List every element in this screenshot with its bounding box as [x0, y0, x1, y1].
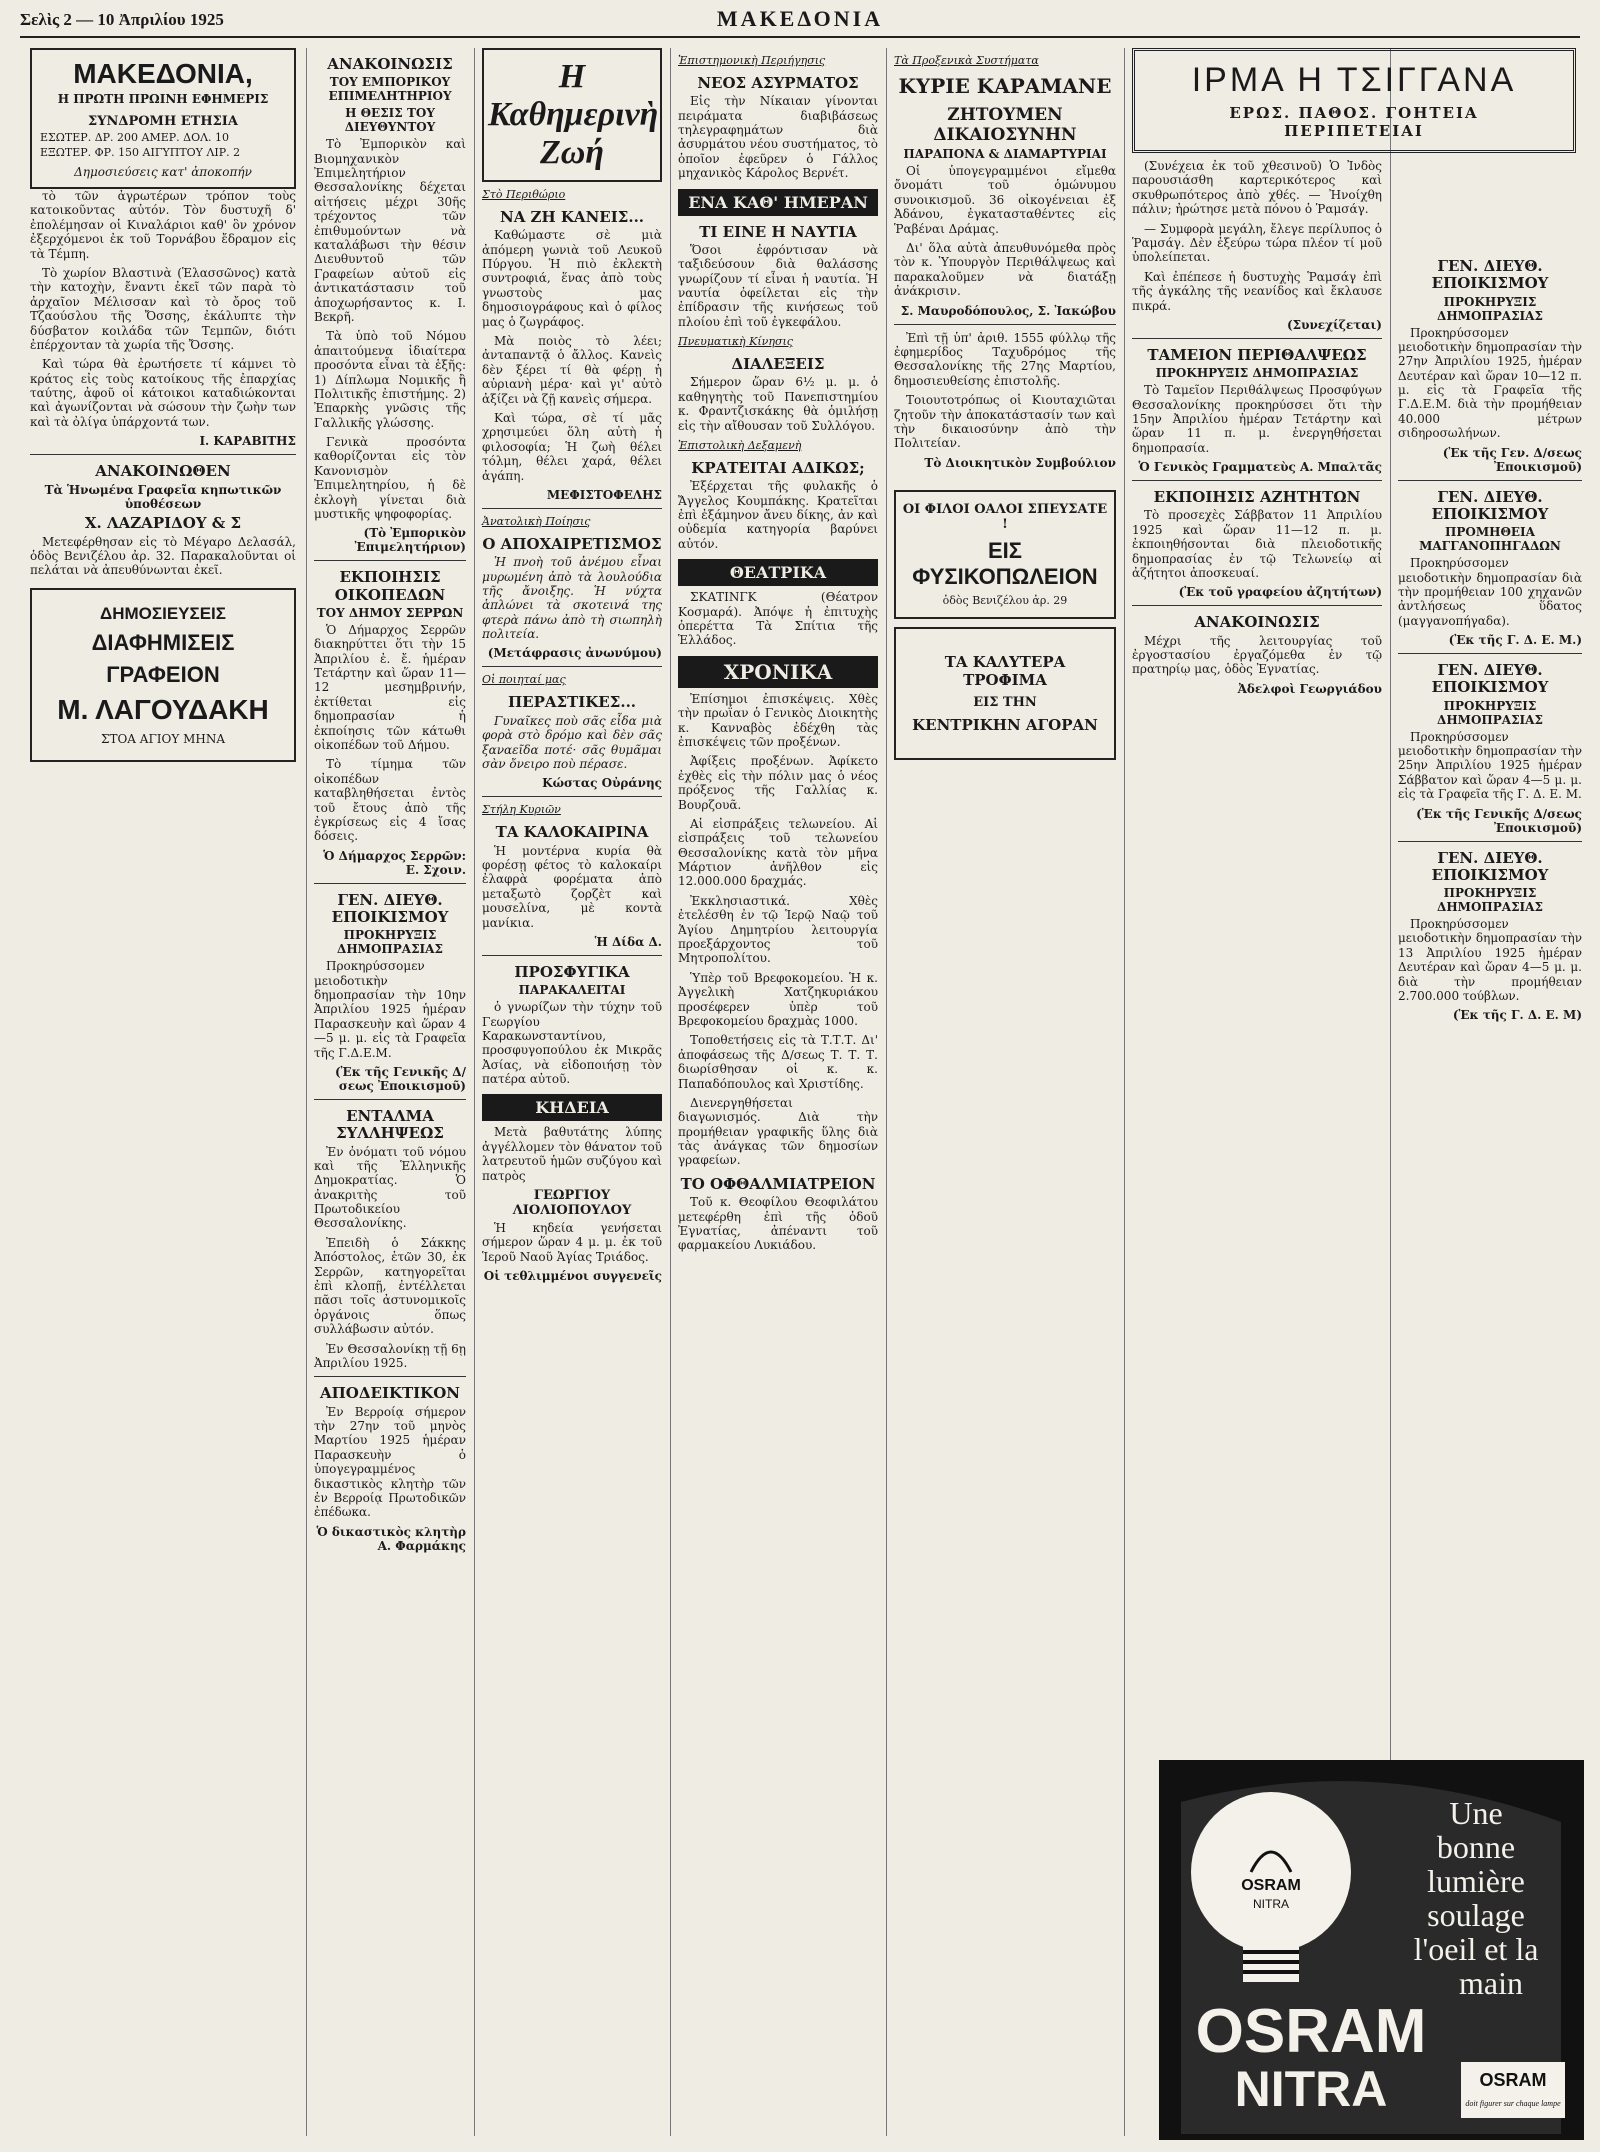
serial-paragraph: Καὶ ἐπέπεσε ἡ δυστυχὴς Ῥαμσάγ ἐπὶ τῆς ἀγκάλης τῆς νεανίδος καὶ ἔκλαυσε πικρά.: [1132, 269, 1382, 313]
article-subheading: ΠΡΟΚΗΡΥΞΙΣ ΔΗΜΟΠΡΑΣΙΑΣ: [337, 928, 443, 957]
article-paragraph: Προκηρύσσομεν μειοδοτικὴν δημοπρασίαν τὴν 10ην Ἀπριλίου 1925 ἡμέραν Παρασκευὴν καὶ ὥραν 4—5 μ. μ. εἰς τὰ Γραφεῖα τῆς Γ.Δ.Ε.Μ.: [314, 959, 466, 1060]
news-item: Ὑπὲρ τοῦ Βρεφοκομείου. Ἡ κ. Ἀγγελικὴ Χατζηκυριάκου προσέφερεν ὑπὲρ τοῦ Βρεφοκομείου δραχμὰς 1000.: [678, 970, 878, 1028]
article-subheading: ΠΑΡΑΚΑΛΕΙΤΑΙ: [518, 983, 626, 998]
article-paragraph: Ἐν ὀνόματι τοῦ νόμου καὶ τῆς Ἑλληνικῆς Δημοκρατίας. Ὁ ἀνακριτὴς τοῦ Πρωτοδικείου Θεσσαλονίκης.: [314, 1144, 466, 1231]
article-paragraph: Καὶ τώρα θὰ ἐρωτήσετε τί κάμνει τὸ κράτος εἰς τοὺς κατοίκους τῆς ἐπαρχίας ταύτης, ἀφοῦ οἱ κάτοικοι καταδιώκονται καὶ ἀγωνίζονται νὰ σώσουν τὴν ζωὴν των καὶ τὰ ὀλίγα ὑπάρχοντά των.: [30, 357, 296, 429]
column-7: [1398, 250, 1582, 1742]
ad-line: ΔΙΑΦΗΜΙΣΕΙΣ: [91, 629, 235, 655]
article-signature: (Μετάφρασις ἀνωνύμου): [487, 646, 662, 661]
article-headline: Ο ΑΠΟΧΑΙΡΕΤΙΣΜΟΣ: [482, 534, 662, 553]
subscription-label: ΣΥΝΔΡΟΜΗ ΕΤΗΣΙΑ: [88, 114, 238, 129]
article-subheading: ΠΡΟΚΗΡΥΞΙΣ ΔΗΜΟΠΡΑΣΙΑΣ: [1437, 294, 1543, 323]
article-signature: Ἡ Δίδα Δ.: [594, 934, 662, 949]
article-paragraph: Τὸ χωρίον Βλαστινὰ (Ἑλασσῶνος) κατὰ τὴν κατοχὴν, ἔναντι ἐκεῖ τῶν παρὰ τὸ ἀρχαῖον Μέλισσαν καὶ τὸ ὄρος τοῦ Τζαούσλου τῆς Ὄσσης, ἐκάλυπτε τὴν δύσβατον κοιλάδα τῶν Τεμπῶν, διότι ἐπέρχονταν τὰ χωρία τῆς Ὄσσης.: [30, 265, 296, 352]
divider: [314, 560, 466, 561]
article-paragraph: Τὰ ὑπὸ τοῦ Νόμου ἀπαιτούμενα ἰδιαίτερα προσόντα εἶναι τὰ ἑξῆς: 1) Δίπλωμα Νομικῆς ἢ Πολιτικῆς ἐπιστήμης. 2) Ἐπαρκὴς γνῶσις τῆς Γαλλικῆς γλώσσης.: [314, 329, 466, 430]
lightbulb-icon: [1191, 1792, 1351, 1952]
article-headline: ΝΕΟΣ ΑΣΥΡΜΑΤΟΣ: [697, 74, 859, 92]
serial-subtitle: ΠΕΡΙΠΕΤΕΙΑΙ: [1284, 122, 1424, 140]
article-signature: Κώστας Οὐράνης: [542, 776, 662, 791]
article-headline: ΠΕΡΑΣΤΙΚΕΣ...: [507, 693, 637, 712]
article-headline: ΤΙ ΕΙΝΕ Η ΝΑΥΤΙΑ: [699, 222, 857, 241]
article-signature: (Ἐκ τῆς Γ. Δ. Ε. Μ.): [1448, 633, 1582, 648]
article-signature: (Τὸ Ἐμπορικὸν Ἐπιμελητήριον): [354, 526, 466, 555]
article-signature: Ὁ δικαστικὸς κλητὴρ Α. Φαρμάκης: [316, 1524, 466, 1553]
article-paragraph: Ἐπειδὴ ὁ Σάκκης Ἀπόστολος, ἐτῶν 30, ἐκ Σερρῶν, κατηγορεῖται ἐπὶ κλοπῇ, ἐντέλλεται πᾶσι τοῖς ἀστυνομικοῖς ὀργάνοις ὅπως συλλάβωσιν αὐτόν.: [314, 1235, 466, 1337]
article-headline: ΚΥΡΙΕ ΚΑΡΑΜΑΝΕ: [898, 74, 1112, 98]
notice-subheading: Τὰ Ἡνωμένα Γραφεῖα κηπωτικῶν ὑποθέσεων: [44, 482, 282, 511]
column-rule: [1124, 48, 1125, 2136]
article-subheading: Η ΘΕΣΙΣ ΤΟΥ ΔΙΕΥΘΥΝΤΟΥ: [344, 106, 436, 135]
article-paragraph: Σήμερον ὥραν 6½ μ. μ. ὁ καθηγητὴς τοῦ Πανεπιστημίου κ. Φραντζισκάκης θὰ ὁμιλήσῃ εἰς τὴν αἴθουσαν τοῦ Συλλόγου.: [678, 375, 878, 433]
subscription-box: [30, 48, 296, 189]
article-headline: ΑΠΟΔΕΙΚΤΙΚΟΝ: [320, 1384, 460, 1403]
divider: [482, 508, 662, 509]
article-paragraph: Ἐπὶ τῇ ὑπ' ἀριθ. 1555 φύλλῳ τῆς ἐφημερίδος Ταχυδρόμος τῆς Θεσσαλονίκης τῆς 27ης Μαρτίου, δημοσιευθείσης ἐπιστολῆς.: [894, 330, 1116, 388]
serial-paragraph: (Συνέχεια ἐκ τοῦ χθεσινοῦ) Ὁ Ἰνδὸς παρουσιάσθη καρτερικότερος καὶ σκυθρωπότερος ἀπὸ χθές. — Ἠνοίχθη πάλιν; ἠρώτησε μετὰ πόνου ὁ Ῥαμσάγ.: [1132, 159, 1382, 217]
bulb-sub: NITRA: [1253, 1897, 1289, 1911]
osram-advertisement: [1159, 1760, 1584, 2140]
article-paragraph: τὸ τῶν ἀγρωτέρων τρόπον τοὺς κατοικοῦντας αὐτόν. Τὸν δυστυχῆ δ' ἐπολέμησαν οἱ Κιναλάριοι καθ' ὃν χρόνον ἐξερχόμενοι ἐκ τοῦ Τορνάβου ἔδραμον εἰς τὰ Τέμπη.: [30, 189, 296, 261]
news-item: Ἐπίσημοι ἐπισκέψεις. Χθὲς τὴν πρωΐαν ὁ Γενικὸς Διοικητὴς κ. Κανναβὸς ἐδέχθη τὰς ἐπισκέψεις τῶν προξένων.: [678, 691, 878, 749]
news-item: Τοποθετήσεις εἰς τὰ Τ.Τ.Τ. Δι' ἀποφάσεως τῆς Δ/σεως Τ. Τ. Τ. διωρίσθησαν οἱ κ. κ. Παπαδόπουλος καὶ Χριστίδης.: [678, 1033, 878, 1091]
article-headline: ΓΕΝ. ΔΙΕΥΘ. ΕΠΟΙΚΙΣΜΟΥ: [1431, 661, 1549, 697]
article-paragraph: Εἰς τὴν Νίκαιαν γίνονται πειράματα διαβιβάσεως τηλεγραφημάτων διὰ ἀσυρμάτου νέου συστήματος, τὸ ὁποῖον ἐφεῦρεν ὁ Γάλλος μηχανικὸς Κάρολος Βερνέτ.: [678, 94, 878, 181]
serial-subtitle: ΕΡΩΣ. ΠΑΘΟΣ. ΓΟΗΤΕΙΑ: [1229, 104, 1479, 122]
market-ad: [894, 627, 1116, 760]
box-tagline: doit figurer sur chaque lampe: [1465, 2099, 1561, 2108]
section-kicker: Πνευματικὴ Κίνησις: [678, 335, 793, 349]
article-signature: Ὁ Γενικὸς Γραμματεὺς Α. Μπαλτᾶς: [1138, 460, 1382, 475]
article-headline: ΓΕΝ. ΔΙΕΥΘ. ΕΠΟΙΚΙΣΜΟΥ: [1431, 257, 1549, 293]
section-kicker: Στήλη Κυριῶν: [482, 803, 561, 817]
article-headline: ΤΑ ΚΑΛΟΚΑΙΡΙΝΑ: [495, 823, 649, 842]
article-signature: Τὸ Διοικητικὸν Συμβούλιον: [924, 455, 1116, 470]
article-subheading: ΠΡΟΜΗΘΕΙΑ ΜΑΓΓΑΝΟΠΗΓΑΔΩΝ: [1419, 525, 1561, 554]
article-headline: ΓΕΝ. ΔΙΕΥΘ. ΕΠΟΙΚΙΣΜΟΥ: [331, 890, 449, 927]
page-date: Σελὶς 2 — 10 Ἀπριλίου 1925: [20, 10, 224, 29]
article-paragraph: Καὶ τώρα, σὲ τί μᾶς χρησιμεύει ὅλη αὐτὴ ἡ φιλοσοφία; Ἡ ζωὴ θέλει τόλμη, θέλει χαρά, θέλει ἀγάπη.: [482, 410, 662, 483]
column-4: [678, 48, 878, 2136]
ad-line: ΚΕΝΤΡΙΚΗΝ ΑΓΟΡΑΝ: [912, 715, 1098, 734]
article-subheading: ΠΡΟΚΗΡΥΞΙΣ ΔΗΜΟΠΡΑΣΙΑΣ: [1155, 366, 1359, 381]
article-paragraph: Οἱ ὑπογεγραμμένοι εἴμεθα ὄνομάτι τοῦ ὁμώνυμου συνοικισμοῦ. 36 οἰκογένειαι ἐξ Ἀδάνου, ἐγκατασταθέντες εἰς Ῥαβέναι Δράμας.: [894, 164, 1116, 236]
article-subheading: ΠΑΡΑΠΟΝΑ & ΔΙΑΜΑΡΤΥΡΙΑΙ: [903, 147, 1107, 162]
bulb-brand: OSRAM: [1241, 1877, 1301, 1894]
article-paragraph: Τοιουτοτρόπως οἱ Κιουταχιῶται ζητοῦν τὴν ἀποκατάστασίν των καὶ τὴν δικαιοσύνην ἀπὸ τὴν Πολιτείαν.: [894, 393, 1116, 451]
slogan-line: bonne: [1436, 1829, 1516, 1865]
shop-ad: [894, 490, 1116, 619]
poem-text: Γυναῖκες ποὺ σᾶς εἶδα μιὰ φορὰ στὸ δρόμο καὶ δὲν σᾶς ξαναεῖδα ποτέ· σᾶς θυμᾶμαι σὰν ὄνειρο ποὺ πέρασε.: [482, 713, 662, 771]
ad-line: ΓΡΑΦΕΙΟΝ: [106, 661, 220, 687]
article-signature: (Ἐκ τῆς Γενικῆς Δ/σεως Ἐποικισμοῦ): [335, 1065, 466, 1093]
divider: [1132, 338, 1382, 339]
divider: [314, 883, 466, 884]
obituary-banner: ΚΗΔΕΙΑ: [482, 1094, 662, 1121]
article-byline: Ι. ΚΑΡΑΒΙΤΗΣ: [199, 434, 296, 449]
article-headline: ΔΙΑΛΕΞΕΙΣ: [731, 355, 825, 374]
page-header: [20, 6, 1580, 38]
ad-line: ΟΙ ΦΙΛΟΙ ΟΑΛΟΙ ΣΠΕΥΣΑΤΕ !: [902, 501, 1108, 532]
article-paragraph: Μέχρι τῆς λειτουργίας τοῦ ἐργοστασίου ἐργαζόμεθα ἐν τῷ πρατηρίῳ μας, ὁδὸς Ἐγνατίας.: [1132, 633, 1382, 677]
box-brand: OSRAM: [1479, 2070, 1547, 2090]
article-subheading: ΤΟΥ ΕΜΠΟΡΙΚΟΥ ΕΠΙΜΕΛΗΤΗΡΙΟΥ: [328, 75, 452, 104]
column-rule: [886, 48, 887, 2136]
article-headline: ΓΕΝ. ΔΙΕΥΘ. ΕΠΟΙΚΙΣΜΟΥ: [1431, 487, 1549, 523]
article-headline: ΕΚΠΟΙΗΣΙΣ ΟΙΚΟΠΕΔΩΝ: [334, 568, 446, 604]
article-paragraph: ὁ γνωρίζων τὴν τύχην τοῦ Γεωργίου Καρακωνσταντίνου, προσφυγοπούλου ἐκ Μικρᾶς Ἀσίας, νὰ εἰδοποιήσῃ τὸν πατέρα αὐτοῦ.: [482, 1000, 662, 1087]
article-paragraph: Τὸ προσεχὲς Σάββατον 11 Ἀπριλίου 1925 καὶ ὥραν 11—12 π. μ. ἐκποιηθήσονται διὰ πλειοδοτικῆς δημοπρασίας ἐν τῷ Τελωνείῳ αἱ ἀζήτητοι ἀποσκευαί.: [1132, 508, 1382, 580]
notice-name: Χ. ΛΑΖΑΡΙΔΟΥ & Σ: [84, 513, 242, 532]
serial-continued: (Συνεχίζεται): [1286, 317, 1382, 332]
subscription-note: Δημοσιεύσεις κατ' ἀποκοπήν: [74, 165, 252, 179]
serial-title: ΙΡΜΑ Η ΤΣΙΓΓΑΝΑ: [1191, 61, 1517, 99]
article-signature: Ἀδελφοὶ Γεωργιάδου: [1237, 681, 1382, 696]
article-paragraph: Τὸ Ἐμπορικὸν καὶ Βιομηχανικὸν Ἐπιμελητήριον Θεσσαλονίκης δέχεται αἰτήσεις μέχρι 30ῆς τρέχοντος τῶν ἐπιθυμούντων νὰ καταλάβωσι τὴν θέσιν Διευθυντοῦ τῶν Γραφείων αὐτοῦ εἰς ἀντικατάστασιν τοῦ ἀποχωρήσαντος κ. Ι. Βεκρῆ.: [314, 137, 466, 324]
ad-line: ΣΤΟΑ ΑΓΙΟΥ ΜΗΝΑ: [100, 731, 226, 746]
article-headline: ΠΡΟΣΦΥΓΙΚΑ: [514, 962, 630, 981]
column-3: [482, 48, 662, 2136]
section-kicker: Στὸ Περιθώριο: [482, 188, 566, 201]
article-paragraph: Μὰ ποιὸς τὸ λέει; ἀνταπαντᾷ ὁ ἄλλος. Κανεὶς δὲν ξέρει τί θὰ φέρῃ ἡ αὐριανὴ μέρα· καὶ γι' αὐτὸ ἀξίζει νὰ ζῇ κανεὶς σήμερα.: [482, 333, 662, 406]
ad-line: ΔΗΜΟΣΙΕΥΣΕΙΣ: [100, 603, 226, 623]
ad-line: ΕΙΣ ΤΗΝ: [973, 694, 1037, 710]
column-2: [314, 48, 466, 2136]
slogan-line: main: [1459, 1965, 1523, 2001]
serial-paragraph: — Συμφορὰ μεγάλη, ἔλεγε περίλυπος ὁ Ῥαμσάγ. Δὲν ἐξεύρω τώρα πλέον τί μοῦ ὑπολείπεται.: [1132, 221, 1382, 265]
news-item: Διενεργηθήσεται διαγωνισμός. Διὰ τὴν προμήθειαν γραφικῆς ὕλης διὰ τὰς ἀνάγκας τῶν δημοσίων γραφείων.: [678, 1095, 878, 1168]
section-banner: ΘΕΑΤΡΙΚΑ: [678, 559, 878, 586]
news-item: Αἱ εἰσπράξεις τελωνείου. Αἱ εἰσπράξεις τοῦ τελωνείου Θεσσαλονίκης κατὰ τὸν μῆνα Μάρτιον ἀνῆλθον εἰς 12.000.000 δραχμάς.: [678, 816, 878, 889]
advertising-office-ad: [30, 588, 296, 762]
section-kicker: Οἱ ποιηταί μας: [482, 673, 566, 687]
slogan-line: l'oeil et la: [1413, 1931, 1539, 1967]
article-paragraph: Τὸ Ταμεῖον Περιθάλψεως Προσφύγων Θεσσαλονίκης προκηρύσσει ὅτι τὴν 15ην Ἀπριλίου ἡμέραν Τετάρτην καὶ ὥραν 11 π. μ. ἐνεργηθήσεται δημοπρασία.: [1132, 383, 1382, 455]
ad-line: Μ. ΛΑΓΟΥΔΑΚΗ: [57, 693, 269, 725]
section-banner: ΧΡΟΝΙΚΑ: [678, 656, 878, 688]
article-signature: Σ. Μαυροδόπουλος, Σ. Ἰακώβου: [900, 303, 1116, 318]
paper-title: ΜΑΚΕΔΟΝΙΑ,: [73, 58, 253, 89]
article-paragraph: Ὅσοι ἐφρόντισαν νὰ ταξιδεύσουν διὰ θαλάσσης γνωρίζουν τί εἶναι ἡ ναυτία. Ἡ ναυτία ὀφείλεται εἰς τὴν ἐπίδρασιν τῆς κινήσεως τοῦ πλοίου ἐπὶ τοῦ ἐγκεφάλου.: [678, 242, 878, 329]
article-paragraph: Ἐξέρχεται τῆς φυλακῆς ὁ Ἄγγελος Κουμπάκης. Κρατεῖται ἐπὶ ἐξάμηνον ἄνευ δίκης, ἀν καὶ οὐδεμία κατηγορία βαρύνει αὐτόν.: [678, 479, 878, 551]
divider: [482, 666, 662, 667]
news-item: Ἀφίξεις προξένων. Ἀφίκετο ἐχθὲς εἰς τὴν πόλιν μας ὁ νέος πρόξενος τῆς Γαλλίας κ. Βουρζουᾶ.: [678, 754, 878, 812]
slogan-line: lumière: [1427, 1863, 1525, 1899]
article-headline: ΕΚΠΟΙΗΣΙΣ ΑΖΗΤΗΤΩΝ: [1153, 488, 1361, 507]
ad-line: ΕΙΣ ΦΥΣΙΚΟΠΩΛΕΙΟΝ: [912, 537, 1098, 589]
article-paragraph: Καθώμαστε σὲ μιὰ ἀπόμερη γωνιὰ τοῦ Λευκοῦ Πύργου. Ἡ πιὸ ἐκλεκτὴ συντροφιά, ἕνας ἀπὸ τοὺς γνωστοὺς μας δημοσιογράφους καὶ ὁ φίλος μας ὁ ζωγράφος.: [482, 228, 662, 329]
divider: [1132, 480, 1382, 481]
article-headline: ΕΝΤΑΛΜΑ ΣΥΛΛΗΨΕΩΣ: [336, 1107, 444, 1143]
ad-line: ΤΑ ΚΑΛΥΤΕΡΑ ΤΡΟΦΙΜΑ: [944, 652, 1066, 689]
column-5: [894, 48, 1116, 2136]
divider: [482, 796, 662, 797]
masthead: ΜΑΚΕΔΟΝΙΑ: [716, 6, 884, 31]
slogan-line: Une: [1449, 1795, 1503, 1831]
article-paragraph: Τοῦ κ. Θεοφίλου Θεοφιλάτου μετεφέρθη ἐπὶ τῆς ὁδοῦ Ἐγνατίας, ἀπέναντι τοῦ φαρμακείου Λυκιάδου.: [678, 1195, 878, 1253]
divider: [1398, 653, 1582, 654]
osram-ad-art: [1161, 1762, 1578, 2134]
notice-body: Μετεφέρθησαν εἰς τὸ Μέγαρο Δελασάλ, ὁδὸς Βενιζέλου ἀρ. 32. Παρακαλοῦνται οἱ πελάται νὰ ἀπευθύνωνται ἐκεῖ.: [30, 534, 296, 578]
divider: [30, 454, 296, 455]
article-paragraph: ΣΚΑΤΙΝΓΚ (Θέατρον Κοσμαρά). Ἀπόψε ἡ ἐπιτυχὴς ὀπερέττα Τὰ Σπίτια τῆς Ἑλλάδος.: [678, 590, 878, 648]
slogan-line: soulage: [1427, 1897, 1525, 1933]
article-subheading: ΠΡΟΚΗΡΥΞΙΣ ΔΗΜΟΠΡΑΣΙΑΣ: [1437, 698, 1543, 727]
divider: [314, 1099, 466, 1100]
article-paragraph: Προκηρύσσομεν μειοδοτικὴν δημοπρασίαν τὴν 27ην Ἀπριλίου 1925, ἡμέραν Δευτέραν καὶ ὥραν 10—12 π. μ. εἰς τὰ Γραφεῖα τῆς Γ.Δ.Ε.Μ. διὰ τὴν προμήθειαν 40.000 μέτρων σιδηροσωλήνων.: [1398, 325, 1582, 441]
article-signature: Οἱ τεθλιμμένοι συγγενεῖς: [483, 1269, 662, 1284]
article-subheading: ΠΡΟΚΗΡΥΞΙΣ ΔΗΜΟΠΡΑΣΙΑΣ: [1437, 886, 1543, 915]
article-signature: (Ἐκ τῆς Γεν. Δ/σεως Ἐποικισμοῦ): [1442, 445, 1582, 474]
column-1: [30, 48, 296, 2136]
obituary-text: Ἡ κηδεία γενήσεται σήμερον ὥραν 4 μ. μ. ἐκ τοῦ Ἱεροῦ Ναοῦ Ἁγίας Τριάδος.: [482, 1221, 662, 1264]
poem-text: Ἡ πνοὴ τοῦ ἀνέμου εἶναι μυρωμένη ἀπὸ τὰ λουλούδια τῆς ἄνοιξης. Ἡ νύχτα ἁπλώνει τὰ σκοτεινά της φτερὰ πάνω ἀπὸ τὴ σιωπηλὴ πολιτεία.: [482, 555, 662, 642]
column-rule: [474, 48, 475, 2136]
ad-line: ὁδὸς Βενιζέλου ἀρ. 29: [942, 593, 1068, 607]
article-headline: ΓΕΝ. ΔΙΕΥΘ. ΕΠΟΙΚΙΣΜΟΥ: [1431, 848, 1549, 884]
divider: [1398, 480, 1582, 481]
article-paragraph: Τὸ τίμημα τῶν οἰκοπέδων καταβληθήσεται ἐντὸς τοῦ ἔτους ἀπὸ τῆς ἐγκρίσεως εἰς 4 ἴσας δόσεις.: [314, 757, 466, 844]
article-headline: ΚΡΑΤΕΙΤΑΙ ΑΔΙΚΩΣ;: [691, 459, 865, 477]
obituary-text: Μετὰ βαθυτάτης λύπης ἀγγέλλομεν τὸν θάνατον τοῦ λατρευτοῦ ἡμῶν συζύγου καὶ πατρὸς: [482, 1125, 662, 1183]
article-paragraph: Γενικὰ προσόντα καθορίζονται εἰς τὸν Κανονισμὸν Ἐπιμελητηρίου, ἡ δὲ ἐκλογὴ γίνεται διὰ μυστικῆς ψηφοφορίας.: [314, 435, 466, 522]
subscription-line: ΕΣΩΤΕΡ. ΔΡ. 200 ΑΜΕΡ. ΔΟΛ. 10: [40, 131, 230, 144]
column-rule: [670, 48, 671, 2136]
section-banner: ΕΝΑ ΚΑΘ' ΗΜΕΡΑΝ: [678, 189, 878, 216]
article-headline: ΑΝΑΚΟΙΝΩΣΙΣ: [1194, 613, 1320, 632]
divider: [894, 324, 1116, 325]
article-paragraph: Προκηρύσσομεν μειοδοτικὴν δημοπρασίαν διὰ τὴν προμήθειαν 100 χηχανῶν ἀντλήσεως ὕδατος (μαγγανοπήγαδα).: [1398, 556, 1582, 628]
article-paragraph: Ἐν Βερροίᾳ σήμερον τὴν 27ην τοῦ μηνὸς Μαρτίου 1925 ἡμέραν Παρασκευὴν ὁ ὑπογεγραμμένος δικαστικὸς κλητὴρ τῶν ἐν Βερροίᾳ Πρωτοδικῶν ἐπέδωκα.: [314, 1404, 466, 1520]
article-paragraph: Ἐν Θεσσαλονίκῃ τῇ 6ῃ Ἀπριλίου 1925.: [314, 1341, 466, 1370]
article-signature: ΜΕΦΙΣΤΟΦΕΛΗΣ: [546, 487, 662, 502]
news-item: Ἐκκλησιαστικά. Χθὲς ἐτελέσθη ἐν τῷ Ἱερῷ Ναῷ τοῦ Ἁγίου Δημητρίου λειτουργία προεξάρχοντος τοῦ Μητροπολίτου.: [678, 893, 878, 966]
article-paragraph: Δι' ὅλα αὐτὰ ἀπευθυνόμεθα πρὸς τὸν κ. Ὑπουργὸν Περιθάλψεως καὶ παρακαλοῦμεν νὰ διατάξῃ ἀνάκρισιν.: [894, 241, 1116, 299]
paper-subtitle: Η ΠΡΩΤΗ ΠΡΩΙΝΗ ΕΦΗΜΕΡΙΣ: [57, 92, 269, 106]
section-title: Η Καθημερινὴ Ζωή: [482, 48, 662, 182]
serial-title-box: [1132, 48, 1576, 153]
notice-heading: ΑΝΑΚΟΙΝΩΘΕΝ: [95, 462, 231, 481]
divider: [1398, 841, 1582, 842]
article-headline: ΤΟ ΟΦΘΑΛΜΙΑΤΡΕΙΟΝ: [680, 1174, 876, 1193]
article-headline: ΤΑΜΕΙΟΝ ΠΕΡΙΘΑΛΨΕΩΣ: [1147, 345, 1367, 364]
osram-model: NITRA: [1234, 2061, 1388, 2117]
article-headline: ΑΝΑΚΟΙΝΩΣΙΣ: [327, 55, 453, 73]
article-paragraph: Ὁ Δήμαρχος Σερρῶν διακηρύττει ὅτι τὴν 15 Ἀπριλίου ἐ. ἔ. ἡμέραν Τετάρτην καὶ ὥραν 11—12 μεσημβρινήν, ἐκτίθεται εἰς δημοπρασίαν ἡ ἐκποίησις τῶν κάτωθι οἰκοπέδων τοῦ Δήμου.: [314, 622, 466, 753]
obituary-name: ΓΕΩΡΓΙΟΥ ΛΙΟΛΙΟΠΟΥΛΟΥ: [512, 1188, 632, 1219]
article-paragraph: Προκηρύσσομεν μειοδοτικὴν δημοπρασίαν τὴν 13 Ἀπριλίου 1925 ἡμέραν Δευτέραν καὶ ὥραν 4—5 μ. μ. διὰ τὴν προμήθειαν 2.700.000 τούβλων.: [1398, 917, 1582, 1003]
section-kicker: Ἐπιστολικὴ Δεξαμενὴ: [678, 439, 802, 452]
divider: [1132, 605, 1382, 606]
article-paragraph: Προκηρύσσομεν μειοδοτικὴν δημοπρασίαν τὴν 25ην Ἀπριλίου 1925 ἡμέραν Σάββατον καὶ ὥραν 4—5 μ. μ. εἰς τὰ Γραφεῖα τῆς Γ. Δ. Ε. Μ.: [1398, 729, 1582, 802]
article-signature: (Ἐκ τῆς Γενικῆς Δ/σεως Ἐποικισμοῦ): [1416, 806, 1582, 835]
article-headline: ΝΑ ΖΗ ΚΑΝΕΙΣ...: [499, 208, 645, 226]
section-kicker: Ἀνατολικὴ Ποίησις: [482, 514, 591, 528]
section-kicker: Τὰ Προξενικὰ Συστήματα: [894, 54, 1039, 67]
article-signature: Ὁ Δήμαρχος Σερρῶν: Ε. Σχοιν.: [323, 848, 466, 877]
article-paragraph: Ἡ μοντέρνα κυρία θὰ φορέσῃ φέτος τὸ καλοκαίρι ἐλαφρὰ φορέματα ἀπὸ μεταξωτὸ ζορζὲτ καὶ μουσελίνα, μὲ κοντὰ μανίκια.: [482, 843, 662, 930]
divider: [482, 955, 662, 956]
column-rule: [306, 48, 307, 2136]
article-headline: ΖΗΤΟΥΜΕΝ ΔΙΚΑΙΟΣΥΝΗΝ: [933, 105, 1077, 145]
osram-logo: OSRAM: [1195, 1997, 1427, 2066]
subscription-line: ΕΞΩΤΕΡ. ΦΡ. 150 ΑΙΓΥΠΤΟΥ ΛΙΡ. 2: [40, 146, 241, 159]
divider: [314, 1376, 466, 1377]
article-subheading: ΤΟΥ ΔΗΜΟΥ ΣΕΡΡΩΝ: [316, 605, 464, 620]
article-signature: (Ἐκ τοῦ γραφείου ἀζητήτων): [1178, 585, 1382, 600]
article-signature: (Ἐκ τῆς Γ. Δ. Ε. Μ): [1452, 1008, 1582, 1023]
section-kicker: Ἐπιστημονικὴ Περιήγησις: [678, 54, 826, 67]
